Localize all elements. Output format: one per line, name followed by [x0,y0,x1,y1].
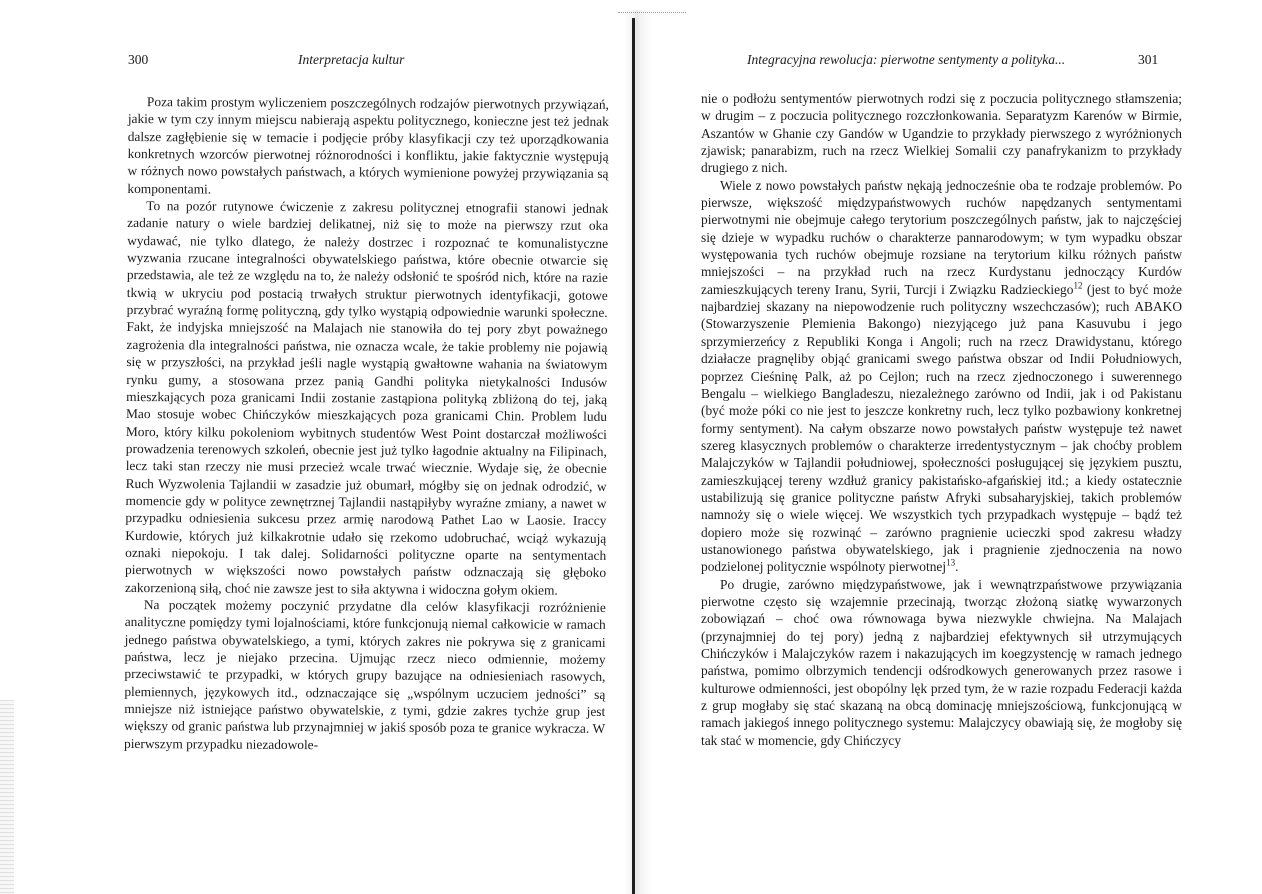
paragraph-text: (jest to być może najbardziej skazany na niepowodzenie ruch polityczny wszechczasów); ruch ABAKO (Stowarzyszenie Plemienia Bakongo) niezyjącego już pana Kasuvubu i jego sprzymierzeńcy z Republiki Konga i Angoli; ruch na rzecz Drawidystanu, którego działacze pragnęliby objąć granicami swego państwa obszar od Indii Południowych, poprzez Cieśninę Palk, aż po Cejlon; ruch na rzecz zjednoczonego i suwerennego Bengalu – wielkiego Bangladeszu, niezależnego zarówno od Indii, jak i od Pakistanu (być może póki co nie jest to jeszcze konkretny ruch, lecz tylko pozbawiony konkretnej formy sentyment). Na całym obszarze nowo powstałych państw występuje też nawet szereg klasycznych problemów o charakterze irredentystycznym – jak choćby problem Malajczyków w Tajlandii południowej, społeczności posługującej się językiem pusztu, zamieszkującej tereny wzdłuż granicy pakistańsko-afgańskiej itd.; a kiedy ostatecznie ustabilizują się granice polityczne państw Afryki subsaharyjskiej, takich problemów namnoży się o wiele więcej. We wszystkich tych przypadkach występuje – bądź też dopiero może się rozwinąć – zarówno pragnienie ucieczki spod zakresu władzy ustanowionego państwa obywatelskiego, jak i pragnienie zjednoczenia na nowo podzielonej politycznie wspólnoty pierwotnej [701,281,1182,575]
paragraph [701,177,1182,576]
right-page [641,0,1262,894]
paragraph: Po drugie, zarówno międzypaństwowe, jak i wewnątrzpaństwowe przywiązania pierwotne często się wzajemnie przecinają, tworząc złożoną siatkę wywarzonych zobowiązań – choć owa równowaga bywa niezwykle chwiejna. Na Malajach (przynajmniej do tej pory) jedną z najbardziej efektywnych sił utrzymujących Chińczyków i Malajczyków razem i nakazujących im koegzystencję w ramach jednego państwa, pomimo olbrzymich tendencji odśrodkowych generowanych przez rasowe i kulturowe odmienności, jest obopólny lęk przed tym, że w razie rozpadu Federacji każda z grup mogłaby się stać skazaną na obcą dominację mniejszościową, funkcjonującą w ramach jakiegoś innego politycznego systemu: Malajczycy obawiają się, że mogłoby się tak stać w momencie, gdy Chińczycy [701,576,1182,748]
paragraph: To na pozór rutynowe ćwiczenie z zakresu politycznej etnografii stanowi jednak zadanie natury o wiele bardziej delikatnej, niż się to może na pierwszy rzut oka wydawać, nie tylko dlatego, że należy dostrzec i rozpoznać te komunalistyczne wyzwania rzucane integralności obywatelskiego państwa, które obecnie otwarcie się przedstawia, ale też ze względu na to, że należy odsłonić te spośród nich, które na razie tkwią w ukryciu pod postacią trwałych struktur pierwotnych identyfikacji, gotowe przybrać wyraźną formę polityczną, gdy tylko wystąpią odpowiednie warunki społeczne. Fakt, że indyjska mniejszość na Malajach nie stanowiła do tej pory zbyt poważnego zagrożenia dla integralności państwa, nie oznacza wcale, że takie problemy nie pojawią się w przyszłości, na przykład jeśli nagle wystąpią gwałtowne wahania na światowym rynku gumy, a stosowana przez panią Gandhi polityka nietykalności Indusów mieszkających poza granicami Indii zostanie zastąpiona polityką zbliżoną do tej, jaką Mao stosuje wobec Chińczyków mieszkających poza granicami Chin. Problem ludu Moro, który kilku pokoleniom wybitnych studentów West Point dostarczał możliwości prowadzenia terenowych szkoleń, obecnie jest już tylko łagodnie aktualny na Filipinach, lecz taki stan rzeczy nie musi przecież wcale trwać wiecznie. Wydaje się, że obecnie Ruch Wyzwolenia Tajlandii w zasadzie już obumarł, mógłby się on jednak odrodzić, w momencie gdy w polityce zewnętrznej Tajlandii nastąpiłyby wyraźne zmiany, a nawet w przypadku odniesienia sukcesu przez armię narodową Pathet Lao w Laosie. Iraccy Kurdowie, których już kilkakrotnie udało się rzekomo udobruchać, wciąż wykazują oznaki niepokoju. I tak dalej. Solidarności polityczne oparte na sentymentach pierwotnych w większości nowo powstałych państw odznaczają się głęboko zakorzenioną siłą, choć nie zawsze jest to siła aktywna i widoczna gołym okiem. [124,198,609,598]
paragraph: Poza takim prostym wyliczeniem poszczególnych rodzajów pierwotnych przywiązań, jakie w tym czy innym miejscu nabierają aspektu politycznego, konieczne jest też jednak dalsze zagłębienie się w temacie i podjęcie próby klasyfikacji czy też uporządkowania konkretnych wzorców pierwotnej różnorodności i konfliktu, jakie faktycznie występują w różnych nowo powstałych państwach, a których wymienione powyżej przywiązania są komponentami. [127,94,609,197]
footnote-ref[interactable]: 13 [946,557,956,568]
footnote-ref[interactable]: 12 [1073,280,1083,291]
paragraph: Na początek możemy poczynić przydatne dla celów klasyfikacji rozróżnienie analityczne pomiędzy tymi lojalnościami, które funkcjonują niemal całkowicie w ramach jednego państwa obywatelskiego, a tymi, których zakres nie pokrywa się z granicami państwa, lecz je niejako przecina. Ujmując rzecz nieco odmiennie, możemy przeciwstawić te przypadki, w których grupy bazujące na odniesieniach rasowych, plemiennych, językowych itd., odznaczające się „wspólnym uczuciem jedności” są mniejsze niż istniejące państwo obywatelskie, z tymi, gdzie zakres tychże grup jest większy od granic państwa lub przynajmniej w jakiś sposób poza te granice wykracza. W pierwszym przypadku niezadowole- [123,597,606,752]
page-body [701,90,1182,749]
page-number: 301 [1138,52,1159,67]
page-number: 300 [128,52,149,67]
paragraph-text: Wiele z nowo powstałych państw nękają jednocześnie oba te rodzaje problemów. Po pierwsze, większość międzypaństwowych ruchów napędzanych sentymentami pierwotnymi nie obejmuje całego terytorium poszczególnych państw, jak to najczęściej się dzieje w wypadku ruchów o charakterze pannarodowym; w tym wypadku obszar występowania tych ruchów obejmuje rozsiane na terytorium kilku różnych państw mniejszości – na przykład ruch na rzecz Kurdystanu jednoczący Kurdów zamieszkujących tereny Iranu, Syrii, Turcji i Związku Radzieckiego [701,177,1182,297]
paragraph-text: . [955,559,959,575]
page-body [124,93,609,755]
running-title: Integracyjna rewolucja: pierwotne sentymenty a polityka... [747,52,1066,67]
running-title: Interpretacja kultur [298,52,405,67]
book-spine [632,18,635,894]
paragraph: nie o podłożu sentymentów pierwotnych rodzi się z poczucia politycznego stłamszenia; w drugim – z poczucia politycznego rozczłonkowania. Separatyzm Karenów w Birmie, Aszantów w Ghanie czy Gandów w Ugandzie to przykłady pierwszego z wyróżnionych zjawisk; panarabizm, ruch na rzecz Wielkiej Somalii czy panafrykanizm to przykłady drugiego z nich. [701,91,1182,176]
